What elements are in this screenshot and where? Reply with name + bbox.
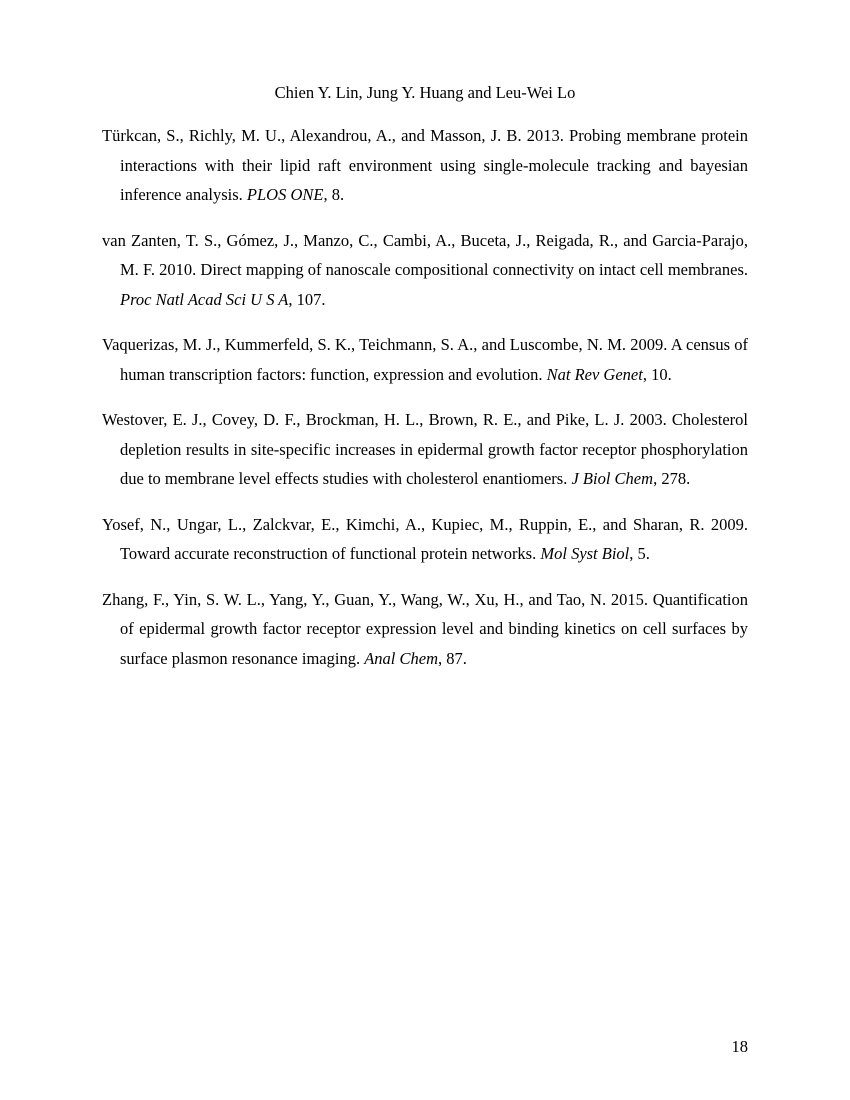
page-content xyxy=(102,78,748,689)
running-header: Chien Y. Lin, Jung Y. Huang and Leu-Wei Lo xyxy=(274,83,576,102)
reference-volume: , 8. xyxy=(323,185,345,204)
reference-volume: , 87. xyxy=(438,648,467,668)
journal-name: Mol Syst Biol xyxy=(540,544,630,563)
reference-volume: , 5. xyxy=(629,544,650,563)
reference-citation-text: Westover, E. J., Covey, D. F., Brockman, H. L., Brown, R. E., and Pike, L. J. 2003. Cholesterol depletion results in site-specific increases in epidermal growth factor receptor phosphorylation due to membrane level effects studies with cholesterol enantiomers. xyxy=(102,410,748,488)
reference-volume: , 107. xyxy=(288,289,326,309)
reference-entry xyxy=(102,330,748,389)
reference-citation-text: van Zanten, T. S., Gómez, J., Manzo, C., Cambi, A., Buceta, J., Reigada, R., and Garcia-Parajo, M. F. 2010. Direct mapping of nanoscale compositional connectivity on intact cell membranes. xyxy=(102,230,748,279)
reference-citation-text: Türkcan, S., Richly, M. U., Alexandrou, A., and Masson, J. B. 2013. Probing membrane protein interactions with their lipid raft environment using single-molecule tracking and bayesian inference analysis. xyxy=(102,126,748,204)
reference-entry xyxy=(102,405,748,494)
reference-entry xyxy=(102,585,748,674)
journal-name: J Biol Chem xyxy=(571,469,654,488)
journal-name: Nat Rev Genet xyxy=(546,364,643,384)
references-list xyxy=(102,121,748,673)
journal-name: Proc Natl Acad Sci U S A xyxy=(120,289,289,309)
reference-entry xyxy=(102,510,748,569)
page-number: 18 xyxy=(731,1037,748,1056)
reference-volume: , 278. xyxy=(653,469,691,488)
reference-citation-text: Vaquerizas, M. J., Kummerfeld, S. K., Teichmann, S. A., and Luscombe, N. M. 2009. A census of human transcription factors: function, expression and evolution. xyxy=(102,335,748,384)
journal-name: Anal Chem xyxy=(364,648,439,668)
journal-name: PLOS ONE xyxy=(246,185,324,204)
reference-entry xyxy=(102,121,748,210)
reference-entry xyxy=(102,226,748,315)
reference-citation-text: Yosef, N., Ungar, L., Zalckvar, E., Kimchi, A., Kupiec, M., Ruppin, E., and Sharan, R. 2009. Toward accurate reconstruction of functional protein networks. xyxy=(102,514,748,563)
reference-volume: , 10. xyxy=(642,364,672,384)
reference-citation-text: Zhang, F., Yin, S. W. L., Yang, Y., Guan, Y., Wang, W., Xu, H., and Tao, N. 2015. Quantification of epidermal growth factor receptor expression level and binding kinetics on cell surfaces by surface plasmon resonance imaging. xyxy=(102,589,748,668)
